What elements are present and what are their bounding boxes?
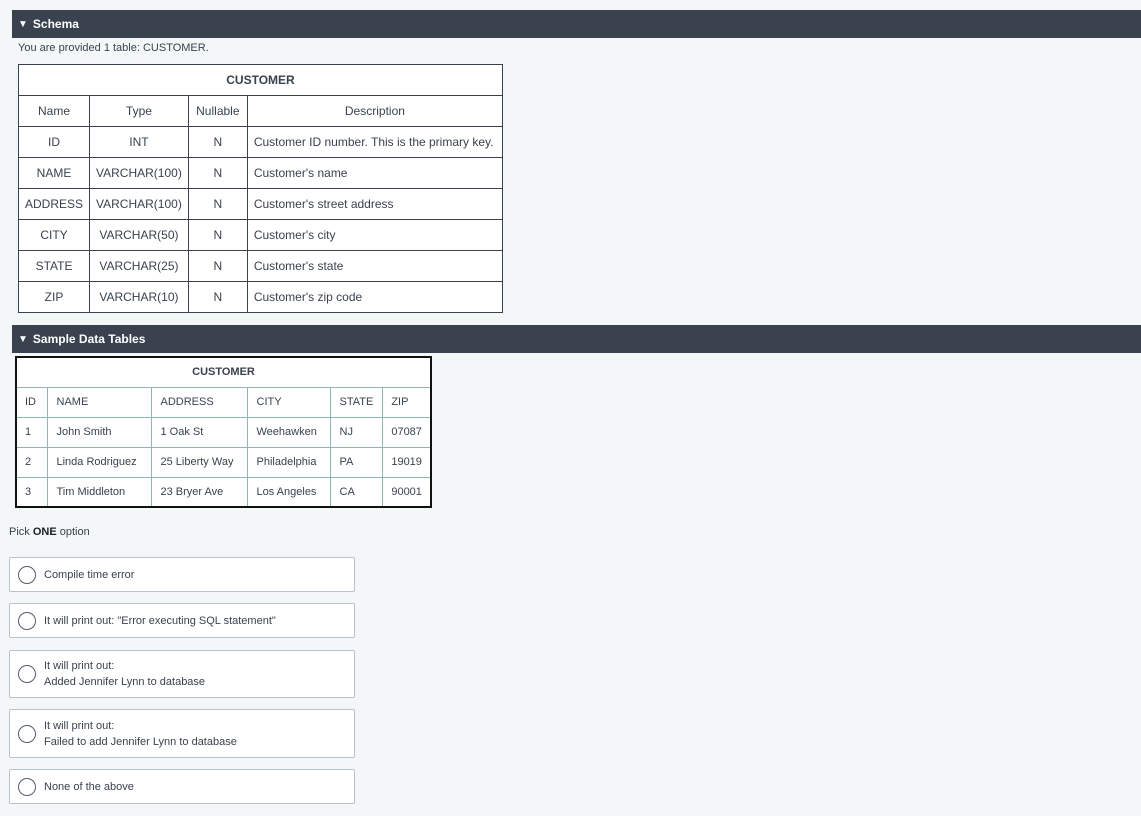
table-row xyxy=(16,477,431,507)
schema-header-name: Name xyxy=(19,96,90,127)
schema-header-description: Description xyxy=(247,96,502,127)
sample-cell-address: 25 Liberty Way xyxy=(151,447,247,477)
option-line2: Failed to add Jennifer Lynn to database xyxy=(44,735,237,748)
schema-row xyxy=(19,251,503,282)
sample-cell-zip: 19019 xyxy=(383,447,431,477)
option-label xyxy=(44,718,237,750)
table-row xyxy=(16,417,431,447)
sample-cell-city: Los Angeles xyxy=(247,477,330,507)
option-label xyxy=(44,567,134,583)
schema-section-title: Schema xyxy=(32,17,79,31)
pick-bold-text: ONE xyxy=(32,526,57,538)
schema-row xyxy=(19,282,503,313)
schema-cell-name: ID xyxy=(19,127,90,158)
schema-cell-name: ADDRESS xyxy=(19,189,90,220)
sample-data-section-header[interactable] xyxy=(12,325,1141,353)
schema-header-type: Type xyxy=(90,96,189,127)
sample-header-state: STATE xyxy=(330,387,383,417)
pick-prefix-text: Pick xyxy=(9,526,33,538)
schema-cell-description: Customer ID number. This is the primary key. xyxy=(247,127,502,158)
schema-header-nullable: Nullable xyxy=(188,96,247,127)
schema-cell-type: INT xyxy=(90,127,189,158)
radio-button[interactable] xyxy=(18,612,36,630)
schema-cell-type: VARCHAR(25) xyxy=(90,251,189,282)
option-line1: None of the above xyxy=(44,780,134,793)
option-failed-to-add-jennifer-lynn[interactable] xyxy=(9,709,355,758)
schema-cell-type: VARCHAR(10) xyxy=(90,282,189,313)
radio-button[interactable] xyxy=(18,665,36,683)
option-line1: It will print out: "Error executing SQL statement" xyxy=(44,614,276,627)
schema-cell-name: ZIP xyxy=(19,282,90,313)
sample-cell-zip: 90001 xyxy=(383,477,431,507)
schema-cell-name: STATE xyxy=(19,251,90,282)
schema-cell-type: VARCHAR(100) xyxy=(90,158,189,189)
schema-intro-text: You are provided 1 table: CUSTOMER. xyxy=(18,42,209,54)
sample-header-id: ID xyxy=(16,387,47,417)
schema-cell-description: Customer's state xyxy=(247,251,502,282)
sample-data-table xyxy=(15,356,432,508)
option-label xyxy=(44,658,205,690)
collapse-triangle-icon: ▼ xyxy=(18,333,28,345)
schema-cell-name: NAME xyxy=(19,158,90,189)
radio-button[interactable] xyxy=(18,566,36,584)
sample-cell-state: CA xyxy=(330,477,383,507)
sample-data-section-title: Sample Data Tables xyxy=(32,332,146,346)
collapse-triangle-icon: ▼ xyxy=(18,18,28,30)
schema-row xyxy=(19,189,503,220)
schema-cell-nullable: N xyxy=(188,127,247,158)
sample-header-address: ADDRESS xyxy=(151,387,247,417)
pick-one-instruction xyxy=(9,526,90,538)
sample-cell-id: 3 xyxy=(16,477,47,507)
sample-cell-address: 23 Bryer Ave xyxy=(151,477,247,507)
schema-cell-type: VARCHAR(100) xyxy=(90,189,189,220)
sample-table-caption: CUSTOMER xyxy=(16,357,431,387)
sample-cell-city: Weehawken xyxy=(247,417,330,447)
sample-header-name: NAME xyxy=(47,387,151,417)
schema-cell-nullable: N xyxy=(188,282,247,313)
schema-cell-nullable: N xyxy=(188,251,247,282)
schema-cell-description: Customer's name xyxy=(247,158,502,189)
schema-cell-name: CITY xyxy=(19,220,90,251)
schema-cell-nullable: N xyxy=(188,158,247,189)
schema-row xyxy=(19,127,503,158)
option-label xyxy=(44,613,276,629)
schema-table xyxy=(18,64,503,313)
option-line1: It will print out: xyxy=(44,660,115,672)
option-line2: Added Jennifer Lynn to database xyxy=(44,676,206,688)
schema-cell-description: Customer's city xyxy=(247,220,502,251)
schema-row xyxy=(19,220,503,251)
radio-button[interactable] xyxy=(18,778,36,796)
schema-cell-nullable: N xyxy=(188,220,247,251)
schema-cell-type: VARCHAR(50) xyxy=(90,220,189,251)
option-added-jennifer-lynn[interactable] xyxy=(9,650,355,698)
sample-cell-name: John Smith xyxy=(47,417,151,447)
sample-cell-id: 1 xyxy=(16,417,47,447)
sample-cell-name: Tim Middleton xyxy=(47,477,151,507)
sample-header-city: CITY xyxy=(247,387,330,417)
sample-cell-state: NJ xyxy=(330,417,383,447)
sample-cell-name: Linda Rodriguez xyxy=(47,447,151,477)
option-line1: Compile time error xyxy=(44,568,135,581)
option-compile-time-error[interactable] xyxy=(9,557,355,592)
sample-cell-id: 2 xyxy=(16,447,47,477)
schema-cell-description: Customer's zip code xyxy=(247,282,502,313)
pick-suffix-text: option xyxy=(56,526,90,538)
table-row xyxy=(16,447,431,477)
sample-header-zip: ZIP xyxy=(383,387,431,417)
option-line1: It will print out: xyxy=(44,719,115,732)
sample-cell-zip: 07087 xyxy=(383,417,431,447)
schema-cell-nullable: N xyxy=(188,189,247,220)
option-error-executing-sql[interactable] xyxy=(9,603,355,638)
option-label xyxy=(44,779,134,795)
schema-cell-description: Customer's street address xyxy=(247,189,502,220)
option-none-of-the-above[interactable] xyxy=(9,769,355,804)
schema-table-caption: CUSTOMER xyxy=(19,65,503,96)
sample-cell-state: PA xyxy=(330,447,383,477)
radio-button[interactable] xyxy=(18,725,36,743)
schema-section-header[interactable] xyxy=(12,10,1141,38)
sample-cell-city: Philadelphia xyxy=(247,447,330,477)
schema-row xyxy=(19,158,503,189)
sample-cell-address: 1 Oak St xyxy=(151,417,247,447)
